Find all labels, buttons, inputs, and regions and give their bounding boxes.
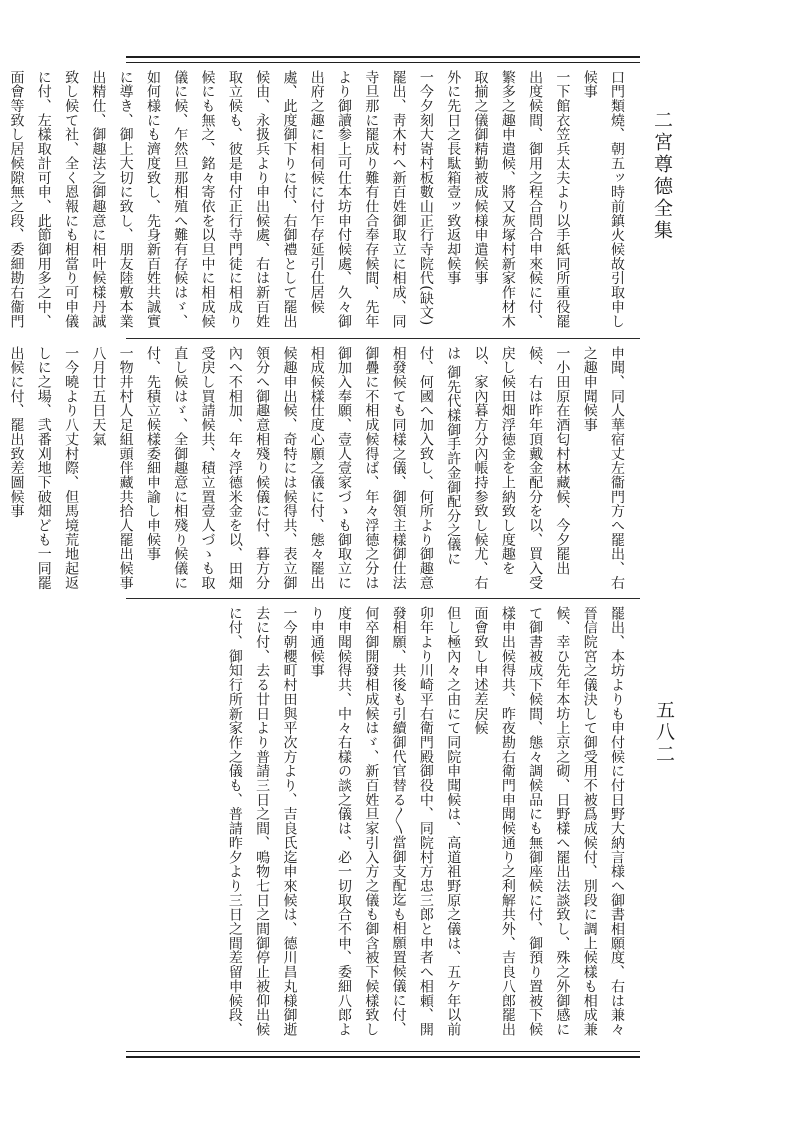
band-bottom-text: 罷出、本坊よりも申付候に付日野大納言様へ御書相願度、右は兼々晉信院宮之儀決して御受用不被爲成候付、別段に調上候樣も相成兼候、幸ひ先年本坊上京之砌、日野樣へ罷出法談致し、殊之外御感にて御書被成下候間、態々調候品にも無御座候に付、御預り置被下候樣申出候得共、昨夜勘右衛門申聞候通り之利解共外、吉良八郎罷出面會致し申述差戻候 但し極內々之由にて同院申聞候は、高道祖野原之儀は、五ケ年以前卯年より川崎平右衛門殿御役中、同院村方忠三郎と申者へ相頼、開發相願、共後も引續御代官替る〳〵當御支配迄も相願置候儀に付、何卒御開發相成候はゞ、新百姓旦家引入方之儀も御含被下候樣致し度申聞候得共、中々右樣の談之儀は、必一切取合不申、委細八郎より申通候事 一今朝櫻町村田與平次方より、吉良氏迄申來候は、德川昌丸様御逝去に付、去る廿日より普請三日之間、鳴物七日之間御停止被仰出候に付、御知行所新家作之儀も、普請昨夕より三日之間差留申候段、 (226, 606, 625, 1037)
band-divider-lower (126, 598, 640, 599)
band-middle-text: 申聞、同人華宿丈左衞門方へ罷出、右之趣申聞候事 一小田原在酒匂村林藏候、今夕罷出候、右は昨年頂戴金配分を以、買入受戻し候田畑浮徳金を上納致し度趣を以、家內暮方分內帳持参致し候尤、右は 御先代樣御手許金御配分之儀に付、何國へ加入致し、何所より御趣意相發候ても同樣之儀、御領主樣御仕法御疊に不相成候得ば、年々浮德之分は御加入奉願、壹人壹家づゝも御取立に相成候樣仕度心願之儀に付、態々罷出候趣申出候、奇特には候得共、表立御領分へ御趣意相殘り候儀に付、暮方分內へ不相加、年々浮德米金を以、田畑受戻し買請候共、積立置壹人づゝも取直し候はゞ、全御趣意に相殘り候儀に付、先積立候樣委細申諭し申候事 一物井村人足組頭伴藏共拾人罷出候事 八月廿五日天氣 一今曉より八丈村際、但馬境荒地起返しに之場、弐番刈地下破畑ども一同罷出候に付、罷出致差圖候事 (8, 346, 625, 590)
text-band-middle (8, 346, 630, 592)
page-number: 五八二 (653, 700, 675, 766)
band-top-text: 口門類燒、朝五ッ時前鎮火候故引取申し候事 一下館衣笠兵太夫より以手紙同所重役罷出度候間、御用之程合問合申來候に付、繁多之趣申遣候、將又灰塚村新家作材木取揃之儀御精勤被成候様申遣候事 外に先日之長駄箱壹ッ致返却候事 一今夕刻大㟢村板數山正行寺院代(缺文)罷出、靑木村へ新百姓御取立に相成、同寺旦那に罷成り難有仕合奉存候間、先年より御讀参上可仕本坊申付候處、久々御出府之趣に相伺候に付乍存延引仕居候處、此度御下りに付、右御禮として罷出候由、永扱兵より申出候處、右は新百姓取立候も、彼是申付正行寺門徒に相成り候にも無之、銘々寄依を以旦中に相成候儀に候、乍然旦那相殖へ難有存候はゞ、如何様にも濟度致し、先身新百姓共誠實に導き、御上大切に致し、朋友陸敷本業出精仕、御趣法之御趣意に相叶候樣丹誠致し候て社、全く恩報にも相當り可申儀に付、左樣取計可申、此節御用多之中、面會等致し居候隙無之段、委細勘右衞門 (8, 70, 625, 329)
band-divider-upper (126, 338, 640, 339)
book-title: 二宮尊德全集 (651, 110, 673, 242)
text-band-bottom (138, 606, 630, 1044)
text-band-top (8, 70, 630, 332)
